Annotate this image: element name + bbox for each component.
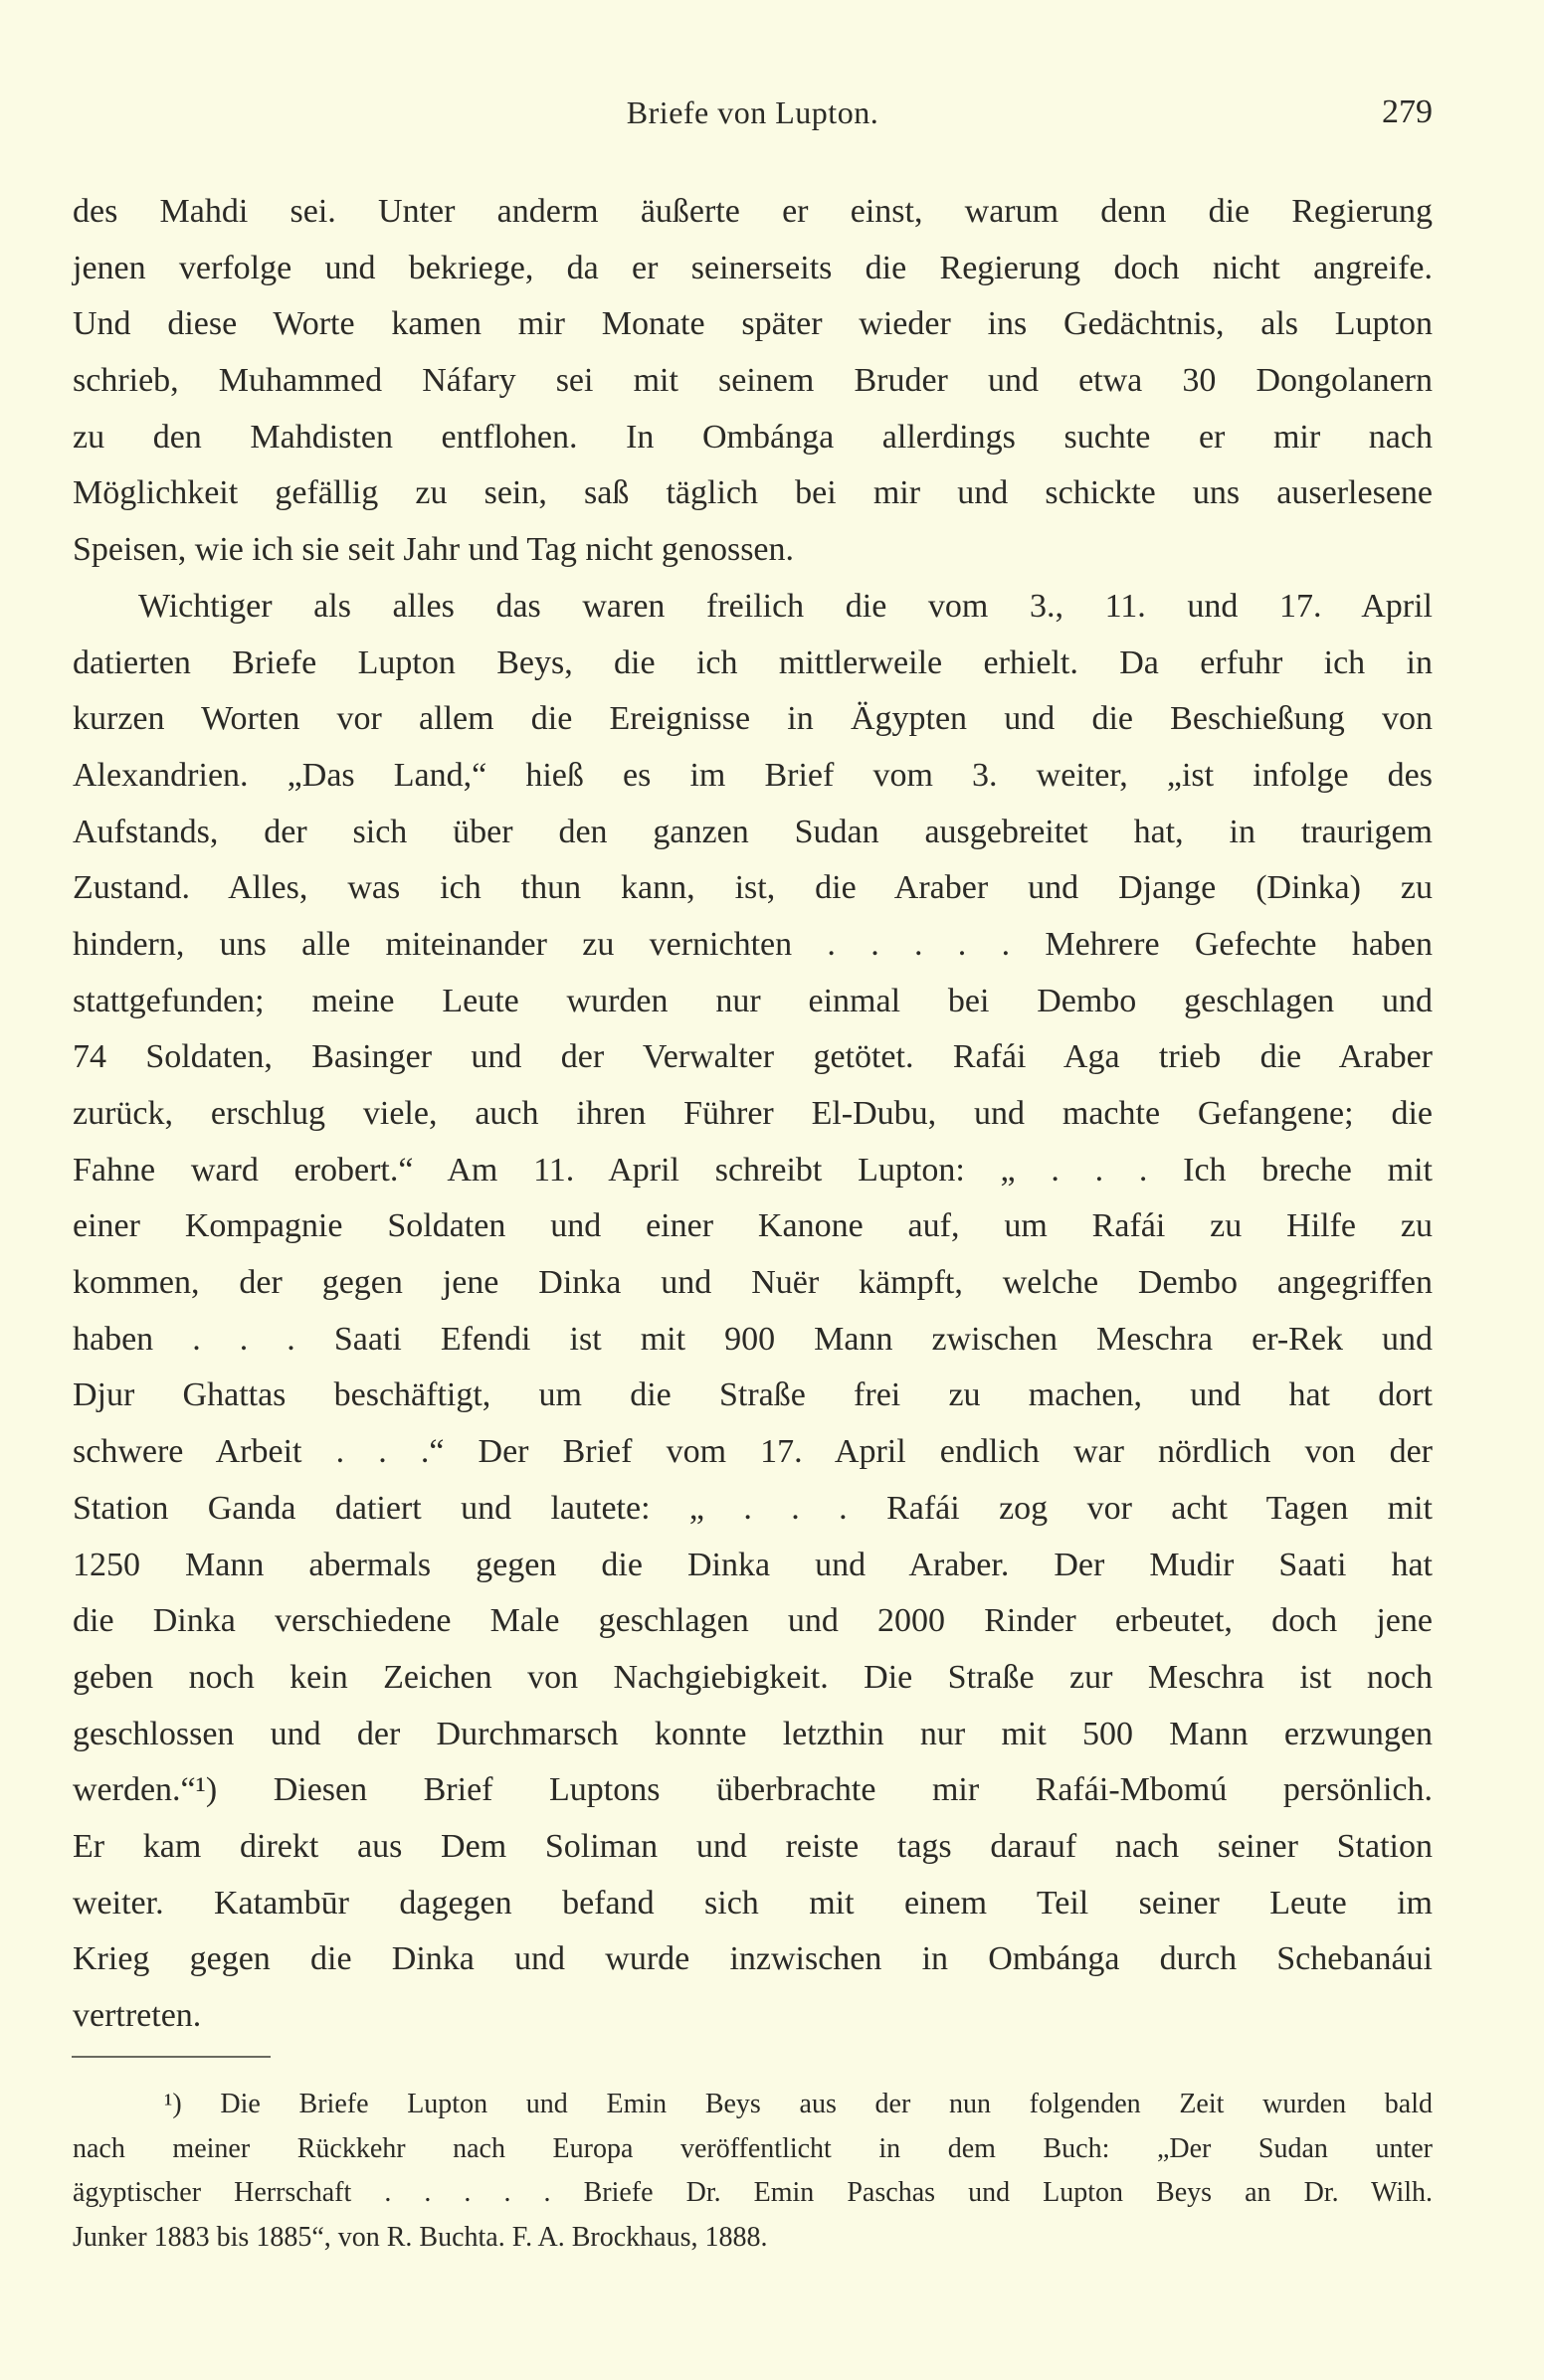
text-line: des Mahdi sei. Unter anderm äußerte er einst, warum denn die Regierung (73, 193, 1433, 230)
text-line: stattgefunden; meine Leute wurden nur einmal bei Dembo geschlagen und (73, 982, 1433, 1019)
text-line: Aufstands, der sich über den ganzen Sudan ausgebreitet hat, in traurigem (73, 813, 1433, 850)
text-line: schrieb, Muhammed Náfary sei mit seinem Bruder und etwa 30 Dongolanern (73, 362, 1433, 400)
footnote-line: ¹) Die Briefe Lupton und Emin Beys aus der nun folgenden Zeit wurden bald (164, 2089, 1433, 2119)
text-line: Er kam direkt aus Dem Soliman und reiste tags darauf nach seiner Station (73, 1827, 1433, 1865)
text-line: hindern, uns alle miteinander zu vernichten . . . . . Mehrere Gefechte haben (73, 925, 1433, 963)
text-line: Station Ganda datiert und lautete: „ . . . Rafái zog vor acht Tagen mit (73, 1489, 1433, 1527)
running-title: Briefe von Lupton. (626, 94, 879, 130)
text-line: Fahne ward erobert.“ Am 11. April schreibt Lupton: „ . . . Ich breche mit (73, 1151, 1433, 1189)
page-header (73, 88, 1433, 137)
text-line: Wichtiger als alles das waren freilich die vom 3., 11. und 17. April (138, 587, 1433, 625)
text-line: Krieg gegen die Dinka und wurde inzwischen in Ombánga durch Schebanáui (73, 1940, 1433, 1978)
footnote-line: ägyptischer Herrschaft . . . . . Briefe Dr. Emin Paschas und Lupton Beys an Dr. Wilh. (73, 2177, 1433, 2208)
text-line: Und diese Worte kamen mir Monate später wieder ins Gedächtnis, als Lupton (73, 305, 1433, 343)
text-line: 74 Soldaten, Basinger und der Verwalter getötet. Rafái Aga trieb die Araber (73, 1038, 1433, 1076)
text-line: weiter. Katambūr dagegen befand sich mit einem Teil seiner Leute im (73, 1884, 1433, 1922)
text-line: werden.“¹) Diesen Brief Luptons überbrachte mir Rafái-Mbomú persönlich. (73, 1771, 1433, 1809)
text-line: Alexandrien. „Das Land,“ hieß es im Brief vom 3. weiter, „ist infolge des (73, 756, 1433, 794)
text-line: vertreten. (73, 1997, 202, 2034)
text-line: kommen, der gegen jene Dinka und Nuër kämpft, welche Dembo angegriffen (73, 1264, 1433, 1302)
text-line: kurzen Worten vor allem die Ereignisse in Ägypten und die Beschießung von (73, 700, 1433, 738)
footnote-line: nach meiner Rückkehr nach Europa veröffentlicht in dem Buch: „Der Sudan unter (73, 2132, 1433, 2164)
footnote-divider (72, 2056, 271, 2058)
footnotes (73, 2083, 1433, 2260)
text-line: die Dinka verschiedene Male geschlagen und 2000 Rinder erbeutet, doch jene (73, 1602, 1433, 1640)
text-line: Speisen, wie ich sie seit Jahr und Tag nicht genossen. (73, 531, 795, 569)
text-line: jenen verfolge und bekriege, da er seinerseits die Regierung doch nicht angreife. (73, 249, 1433, 286)
text-line: schwere Arbeit . . .“ Der Brief vom 17. April endlich war nördlich von der (73, 1433, 1433, 1471)
text-line: 1250 Mann abermals gegen die Dinka und Araber. Der Mudir Saati hat (73, 1546, 1433, 1583)
text-line: zu den Mahdisten entflohen. In Ombánga allerdings suchte er mir nach (73, 418, 1433, 456)
text-line: Möglichkeit gefällig zu sein, saß täglich bei mir und schickte uns auserlesene (73, 474, 1433, 512)
text-line: Zustand. Alles, was ich thun kann, ist, die Araber und Djange (Dinka) zu (73, 869, 1433, 907)
text-line: haben . . . Saati Efendi ist mit 900 Mann zwischen Meschra er-Rek und (73, 1320, 1433, 1358)
text-line: zurück, erschlug viele, auch ihren Führer El-Dubu, und machte Gefangene; die (73, 1095, 1433, 1132)
text-line: einer Kompagnie Soldaten und einer Kanone auf, um Rafái zu Hilfe zu (73, 1207, 1433, 1245)
page-number: 279 (1382, 93, 1433, 130)
text-line: Djur Ghattas beschäftigt, um die Straße frei zu machen, und hat dort (73, 1376, 1433, 1414)
body-text (73, 184, 1433, 2045)
text-line: geschlossen und der Durchmarsch konnte letzthin nur mit 500 Mann erzwungen (73, 1715, 1433, 1752)
text-line: geben noch kein Zeichen von Nachgiebigkeit. Die Straße zur Meschra ist noch (73, 1658, 1433, 1696)
text-line: datierten Briefe Lupton Beys, die ich mittlerweile erhielt. Da erfuhr ich in (73, 643, 1433, 681)
footnote-line: Junker 1883 bis 1885“, von R. Buchta. F. A. Brockhaus, 1888. (73, 2221, 768, 2253)
